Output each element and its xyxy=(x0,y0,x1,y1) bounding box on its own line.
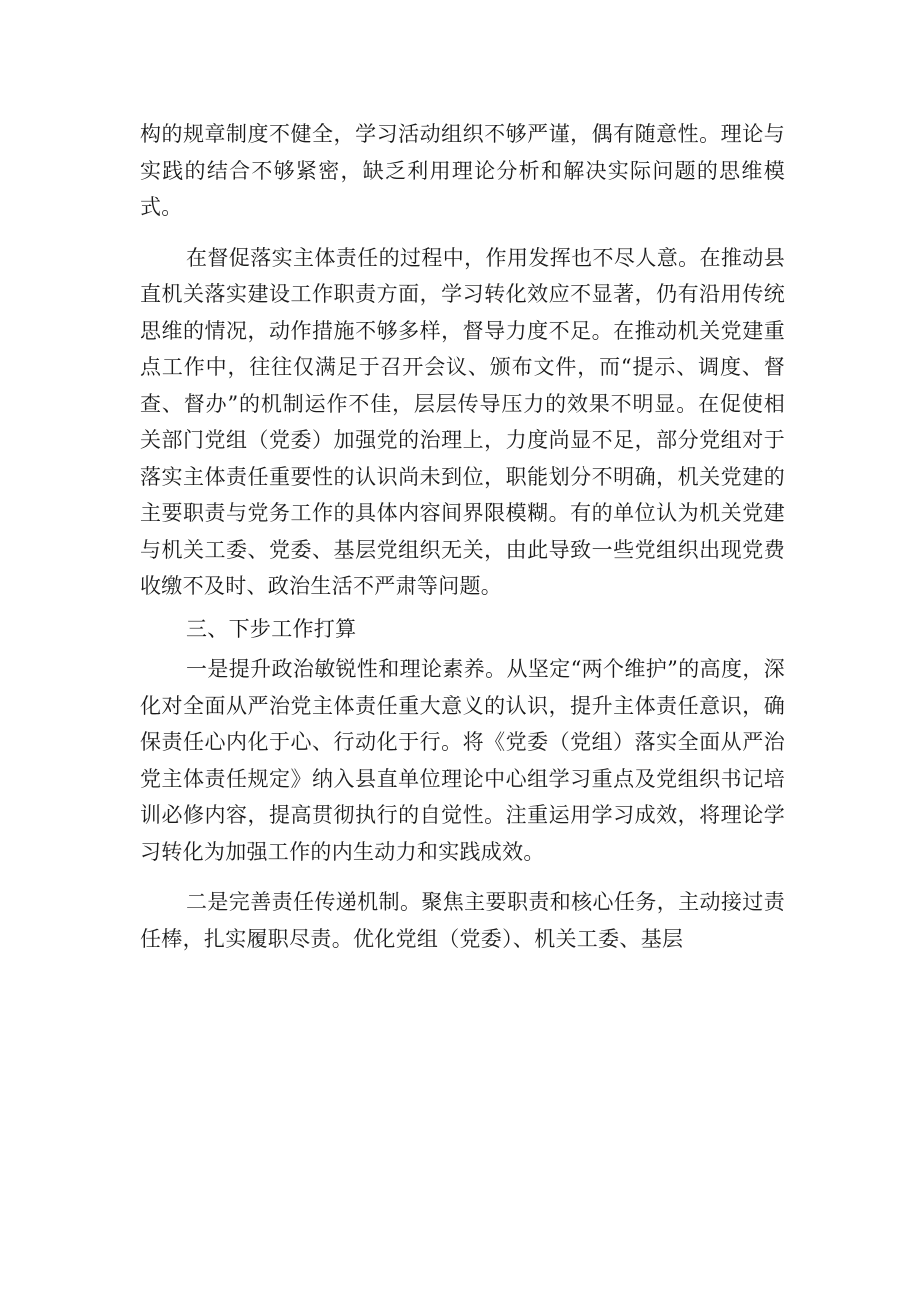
paragraph-continuation: 构的规章制度不健全，学习活动组织不够严谨，偶有随意性。理论与实践的结合不够紧密，缺乏利用理论分析和解决实际问题的思维模式。 xyxy=(140,122,785,219)
paragraph-point-two: 二是完善责任传递机制。聚焦主要职责和核心任务，主动接过责任棒，扎实履职尽责。优化党组（党委）、机关工委、基层 xyxy=(140,890,785,951)
section-heading-next-steps: 三、下步工作打算 xyxy=(186,616,357,641)
document-body xyxy=(140,116,785,957)
paragraph-responsibility-issues: 在督促落实主体责任的过程中，作用发挥也不尽人意。在推动县直机关落实建设工作职责方面，学习转化效应不显著，仍有沿用传统思维的情况，动作措施不够多样，督导力度不足。在推动机关党建重点工作中，往往仅满足于召开会议、颁布文件，而“提示、调度、督查、督办”的机制运作不佳，层层传导压力的效果不明显。在促使相关部门党组（党委）加强党的治理上，力度尚显不足，部分党组对于落实主体责任重要性的认识尚未到位，职能划分不明确，机关党建的主要职责与党务工作的具体内容间界限模糊。有的单位认为机关党建与机关工委、党委、基层党组织无关，由此导致一些党组织出现党费收缴不及时、政治生活不严肃等问题。 xyxy=(140,245,785,598)
paragraph-point-one: 一是提升政治敏锐性和理论素养。从坚定“两个维护”的高度，深化对全面从严治党主体责任重大意义的认识，提升主体责任意识，确保责任心内化于心、行动化于行。将《党委（党组）落实全面从严治党主体责任规定》纳入县直单位理论中心组学习重点及党组织书记培训必修内容，提高贯彻执行的自觉性。注重运用学习成效，将理论学习转化为加强工作的内生动力和实践成效。 xyxy=(140,657,785,864)
